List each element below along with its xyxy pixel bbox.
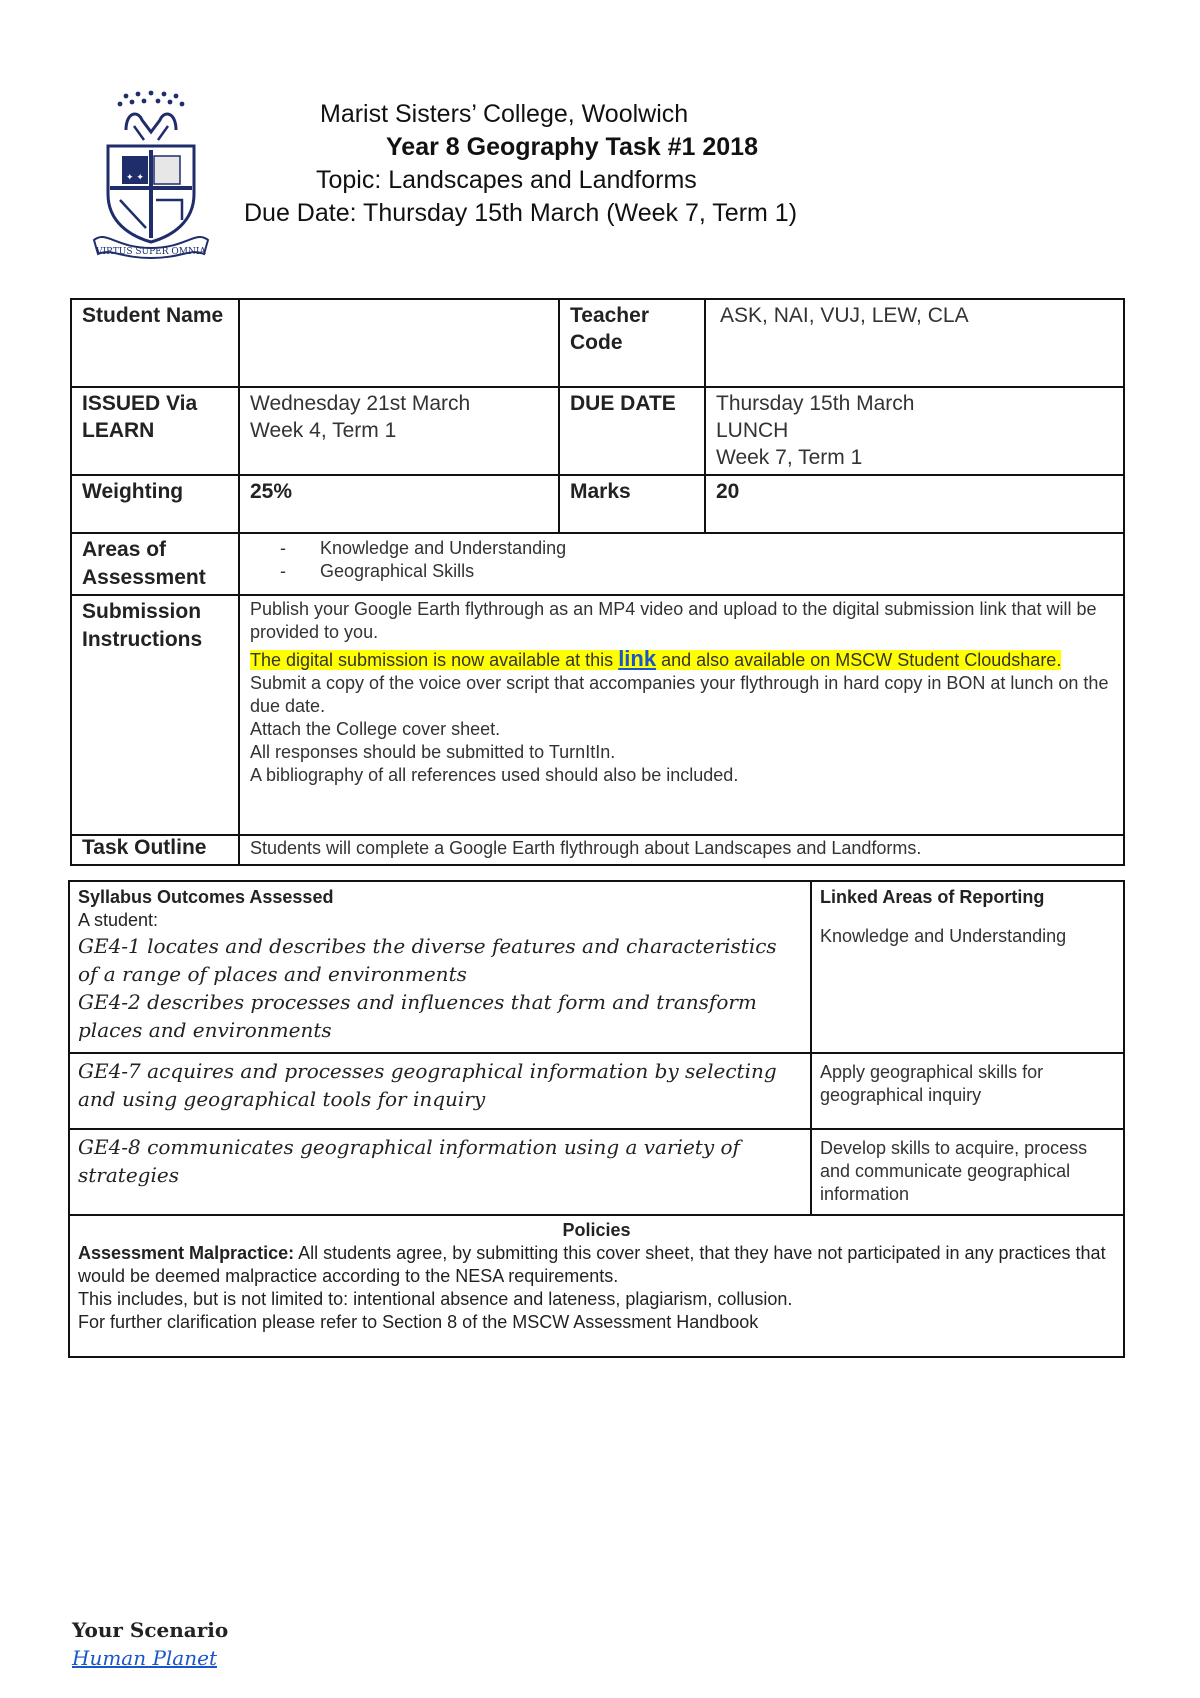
- reporting-cell: [811, 1053, 1124, 1129]
- teacher-code-value: ASK, NAI, VUJ, LEW, CLA: [705, 299, 1124, 387]
- outcomes-intro: A student:: [78, 910, 159, 930]
- svg-text:✦ ✦: ✦ ✦: [126, 173, 144, 183]
- school-name: Marist Sisters’ College, Woolwich: [320, 100, 689, 128]
- reporting-cell: [811, 881, 1124, 1053]
- college-crest-logo: [86, 90, 216, 260]
- reporting-cell: [811, 1129, 1124, 1215]
- outcomes-cell: [69, 1129, 811, 1215]
- scenario-link[interactable]: Human Planet: [72, 1646, 217, 1670]
- areas-label: Areas of Assessment: [71, 533, 239, 595]
- due-date-line: Due Date: Thursday 15th March (Week 7, Term 1): [244, 199, 798, 227]
- reporting-area: Develop skills to acquire, process and communicate geographical information: [820, 1138, 1088, 1204]
- outcomes-header: Syllabus Outcomes Assessed: [78, 887, 334, 907]
- outcome-ge4-2: GE4-2 describes processes and influences that form and transform places and environments: [78, 990, 757, 1042]
- issued-label: ISSUED Via LEARN: [71, 387, 239, 475]
- outcome-ge4-8: GE4-8 communicates geographical information using a variety of strategies: [78, 1135, 740, 1187]
- marks-label: Marks: [559, 475, 705, 533]
- outcomes-cell: [69, 881, 811, 1053]
- issued-value: Wednesday 21st March Week 4, Term 1: [239, 387, 559, 475]
- task-outline-label: Task Outline: [71, 835, 239, 865]
- teacher-code-label: Teacher Code: [559, 299, 705, 387]
- malpractice-text: Assessment Malpractice: All students agree, by submitting this cover sheet, that they have not participated in any practices that would be deemed malpractice according to the NESA requirements.: [78, 1243, 1106, 1286]
- marks-value: 20: [705, 475, 1124, 533]
- due-date-label: DUE DATE: [559, 387, 705, 475]
- outcomes-cell: [69, 1053, 811, 1129]
- scenario-title: Your Scenario: [72, 1618, 229, 1642]
- crest-motto: VIRTUS SUPER OMNIA: [96, 247, 206, 257]
- task-outline-value: Students will complete a Google Earth flythrough about Landscapes and Landforms.: [239, 835, 1124, 865]
- weighting-value: 25%: [239, 475, 559, 533]
- task-title: Year 8 Geography Task #1 2018: [386, 133, 758, 161]
- student-name-field[interactable]: [239, 299, 559, 387]
- policies-title: Policies: [562, 1220, 631, 1240]
- outcome-ge4-7: GE4-7 acquires and processes geographical information by selecting and using geographical tools for inquiry: [78, 1059, 777, 1111]
- list-item: - Knowledge and Understanding: [280, 537, 1113, 560]
- weighting-label: Weighting: [71, 475, 239, 533]
- outcomes-table: [68, 880, 1125, 1358]
- reporting-header: Linked Areas of Reporting: [820, 887, 1045, 907]
- due-date-value: Thursday 15th March LUNCH Week 7, Term 1: [705, 387, 1124, 475]
- reporting-area: Apply geographical skills for geographical inquiry: [820, 1062, 1044, 1105]
- student-name-label: Student Name: [71, 299, 239, 387]
- submission-label: Submission Instructions: [71, 595, 239, 835]
- list-item: - Geographical Skills: [280, 560, 1113, 583]
- areas-list: [239, 533, 1124, 595]
- policy-line: This includes, but is not limited to: intentional absence and lateness, plagiarism, collusion.: [78, 1289, 793, 1309]
- submission-instructions: Publish your Google Earth flythrough as an MP4 video and upload to the digital submission link that will be provided to you. The digital submission is now available at this link and also available on MSCW Student Cloudshare. Submit a copy of the voice over script that accompanies your flythrough in hard copy in BON at lunch on the due date. Attach the College cover sheet. All responses should be submitted to TurnItIn. A bibliography of all references used should also be included.: [239, 595, 1124, 835]
- submission-link[interactable]: link: [618, 646, 657, 671]
- task-info-table: [70, 298, 1125, 866]
- scenario-block: [72, 1616, 228, 1672]
- policies-cell: [69, 1215, 1124, 1357]
- outcome-ge4-1: GE4-1 locates and describes the diverse features and characteristics of a range of places and environments: [78, 934, 777, 986]
- policy-line: For further clarification please refer to Section 8 of the MSCW Assessment Handbook: [78, 1312, 759, 1332]
- reporting-area: Knowledge and Understanding: [820, 926, 1067, 946]
- topic-line: Topic: Landscapes and Landforms: [316, 166, 697, 194]
